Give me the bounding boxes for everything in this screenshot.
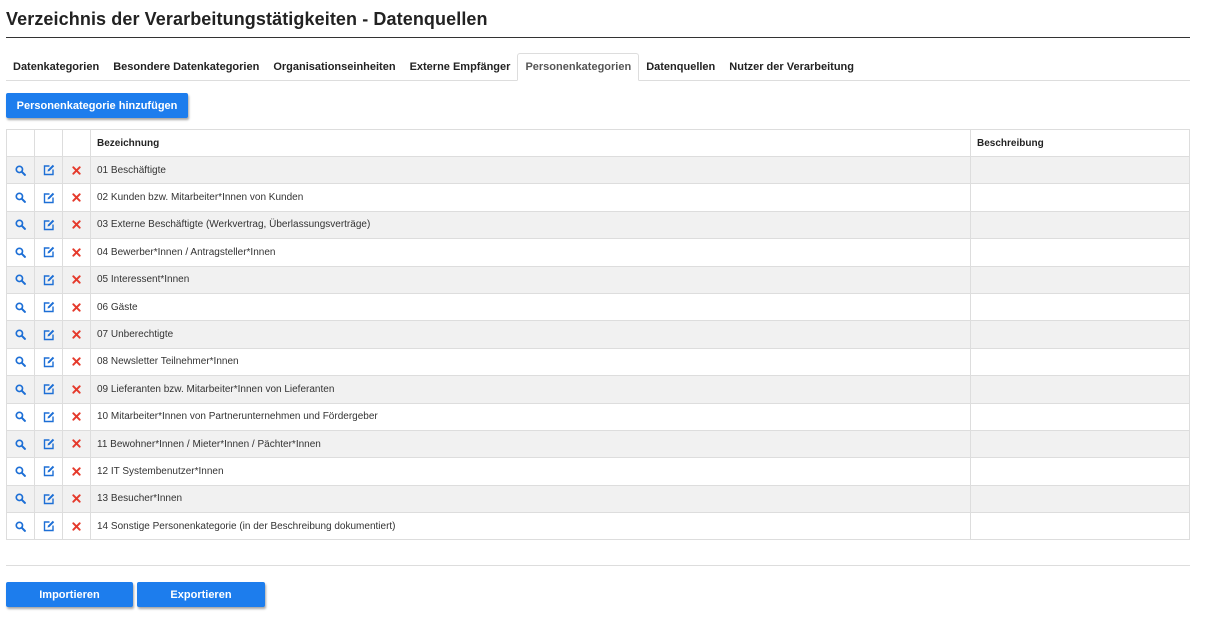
row-name: 13 Besucher*Innen: [91, 485, 971, 512]
delete-cell: [63, 184, 91, 211]
search-cell: [7, 184, 35, 211]
tab-nutzer-der-verarbeitung[interactable]: Nutzer der Verarbeitung: [729, 60, 854, 73]
delete-cell: [63, 513, 91, 540]
delete-icon[interactable]: [72, 522, 81, 531]
edit-icon[interactable]: [43, 493, 55, 505]
search-cell: [7, 376, 35, 403]
table-row: [7, 321, 1190, 348]
search-cell: [7, 403, 35, 430]
person-category-table: [6, 129, 1190, 540]
table-row: [7, 513, 1190, 540]
search-cell: [7, 266, 35, 293]
search-icon[interactable]: [15, 521, 26, 532]
search-icon[interactable]: [15, 356, 26, 367]
footer-divider: [6, 565, 1190, 566]
delete-cell: [63, 211, 91, 238]
header-edit-column: [35, 130, 63, 157]
edit-cell: [35, 485, 63, 512]
search-icon[interactable]: [15, 466, 26, 477]
search-cell: [7, 239, 35, 266]
row-description: [971, 485, 1190, 512]
row-name: 07 Unberechtigte: [91, 321, 971, 348]
search-cell: [7, 513, 35, 540]
row-name: 10 Mitarbeiter*Innen von Partnerunternehmen und Fördergeber: [91, 403, 971, 430]
delete-cell: [63, 485, 91, 512]
row-name: 05 Interessent*Innen: [91, 266, 971, 293]
table-row: [7, 376, 1190, 403]
delete-cell: [63, 239, 91, 266]
row-description: [971, 321, 1190, 348]
edit-cell: [35, 403, 63, 430]
edit-icon[interactable]: [43, 520, 55, 532]
row-description: [971, 403, 1190, 430]
delete-icon[interactable]: [72, 357, 81, 366]
search-cell: [7, 321, 35, 348]
tab-bar: [6, 53, 1190, 81]
edit-cell: [35, 321, 63, 348]
row-description: [971, 239, 1190, 266]
table-row: [7, 485, 1190, 512]
table-row: [7, 211, 1190, 238]
search-cell: [7, 458, 35, 485]
row-name: 11 Bewohner*Innen / Mieter*Innen / Pächter*Innen: [91, 430, 971, 457]
delete-icon[interactable]: [72, 385, 81, 394]
edit-cell: [35, 184, 63, 211]
row-name: 09 Lieferanten bzw. Mitarbeiter*Innen von Lieferanten: [91, 376, 971, 403]
delete-icon[interactable]: [72, 467, 81, 476]
edit-icon[interactable]: [43, 411, 55, 423]
row-name: 01 Beschäftigte: [91, 157, 971, 184]
edit-cell: [35, 513, 63, 540]
row-name: 08 Newsletter Teilnehmer*Innen: [91, 348, 971, 375]
edit-icon[interactable]: [43, 356, 55, 368]
delete-icon[interactable]: [72, 439, 81, 448]
row-name: 12 IT Systembenutzer*Innen: [91, 458, 971, 485]
row-description: [971, 293, 1190, 320]
delete-icon[interactable]: [72, 248, 81, 257]
edit-icon[interactable]: [43, 301, 55, 313]
edit-cell: [35, 266, 63, 293]
delete-cell: [63, 430, 91, 457]
row-name: 04 Bewerber*Innen / Antragsteller*Innen: [91, 239, 971, 266]
delete-cell: [63, 458, 91, 485]
search-icon[interactable]: [15, 411, 26, 422]
table-row: [7, 430, 1190, 457]
tab-besondere-datenkategorien[interactable]: Besondere Datenkategorien: [113, 60, 260, 73]
delete-icon[interactable]: [72, 220, 81, 229]
edit-icon[interactable]: [43, 164, 55, 176]
search-icon[interactable]: [15, 302, 26, 313]
search-cell: [7, 293, 35, 320]
row-description: [971, 348, 1190, 375]
table-row: [7, 184, 1190, 211]
edit-cell: [35, 430, 63, 457]
search-icon[interactable]: [15, 219, 26, 230]
table-body: [7, 157, 1190, 540]
row-name: 02 Kunden bzw. Mitarbeiter*Innen von Kunden: [91, 184, 971, 211]
table-header-row: [7, 130, 1190, 157]
edit-icon[interactable]: [43, 246, 55, 258]
header-name[interactable]: Bezeichnung: [91, 130, 971, 157]
edit-icon[interactable]: [43, 465, 55, 477]
delete-cell: [63, 348, 91, 375]
search-icon[interactable]: [15, 192, 26, 203]
edit-icon[interactable]: [43, 329, 55, 341]
row-description: [971, 458, 1190, 485]
delete-icon[interactable]: [72, 494, 81, 503]
delete-icon[interactable]: [72, 303, 81, 312]
edit-icon[interactable]: [43, 383, 55, 395]
header-delete-column: [63, 130, 91, 157]
tab-externe-empfänger[interactable]: Externe Empfänger: [409, 60, 511, 73]
table-row: [7, 403, 1190, 430]
search-cell: [7, 485, 35, 512]
page-title: Verzeichnis der Verarbeitungstätigkeiten - Datenquellen: [6, 9, 488, 29]
edit-cell: [35, 293, 63, 320]
table-row: [7, 458, 1190, 485]
search-cell: [7, 348, 35, 375]
search-icon[interactable]: [15, 165, 26, 176]
delete-cell: [63, 266, 91, 293]
row-name: 03 Externe Beschäftigte (Werkvertrag, Überlassungsverträge): [91, 211, 971, 238]
import-button[interactable]: Importieren: [6, 582, 133, 607]
edit-cell: [35, 348, 63, 375]
search-icon[interactable]: [15, 247, 26, 258]
delete-cell: [63, 293, 91, 320]
edit-icon[interactable]: [43, 274, 55, 286]
delete-cell: [63, 157, 91, 184]
edit-icon[interactable]: [43, 192, 55, 204]
search-cell: [7, 430, 35, 457]
delete-icon[interactable]: [72, 275, 81, 284]
delete-cell: [63, 321, 91, 348]
row-description: [971, 157, 1190, 184]
search-icon[interactable]: [15, 439, 26, 450]
row-description: [971, 430, 1190, 457]
edit-icon[interactable]: [43, 438, 55, 450]
row-description: [971, 376, 1190, 403]
search-icon[interactable]: [15, 329, 26, 340]
row-name: 14 Sonstige Personenkategorie (in der Beschreibung dokumentiert): [91, 513, 971, 540]
row-description: [971, 513, 1190, 540]
add-person-category-button[interactable]: Personenkategorie hinzufügen: [6, 93, 188, 118]
edit-cell: [35, 157, 63, 184]
tab-organisationseinheiten[interactable]: Organisationseinheiten: [273, 60, 396, 73]
search-cell: [7, 157, 35, 184]
search-icon[interactable]: [15, 493, 26, 504]
delete-icon[interactable]: [72, 193, 81, 202]
row-description: [971, 211, 1190, 238]
table-row: [7, 348, 1190, 375]
delete-icon[interactable]: [72, 330, 81, 339]
delete-cell: [63, 403, 91, 430]
edit-icon[interactable]: [43, 219, 55, 231]
tab-personenkategorien[interactable]: Personenkategorien: [517, 53, 639, 81]
header-view-column: [7, 130, 35, 157]
row-description: [971, 266, 1190, 293]
export-button[interactable]: Exportieren: [137, 582, 265, 607]
row-name: 06 Gäste: [91, 293, 971, 320]
tab-datenquellen[interactable]: Datenquellen: [646, 60, 716, 73]
title-divider: [6, 37, 1190, 38]
header-description[interactable]: Beschreibung: [971, 130, 1190, 157]
search-cell: [7, 211, 35, 238]
table-row: [7, 266, 1190, 293]
delete-cell: [63, 376, 91, 403]
row-description: [971, 184, 1190, 211]
edit-cell: [35, 376, 63, 403]
delete-icon[interactable]: [72, 166, 81, 175]
search-icon[interactable]: [15, 384, 26, 395]
edit-cell: [35, 211, 63, 238]
delete-icon[interactable]: [72, 412, 81, 421]
table-row: [7, 157, 1190, 184]
table-row: [7, 239, 1190, 266]
table-row: [7, 293, 1190, 320]
edit-cell: [35, 239, 63, 266]
tab-datenkategorien[interactable]: Datenkategorien: [13, 60, 100, 73]
edit-cell: [35, 458, 63, 485]
search-icon[interactable]: [15, 274, 26, 285]
